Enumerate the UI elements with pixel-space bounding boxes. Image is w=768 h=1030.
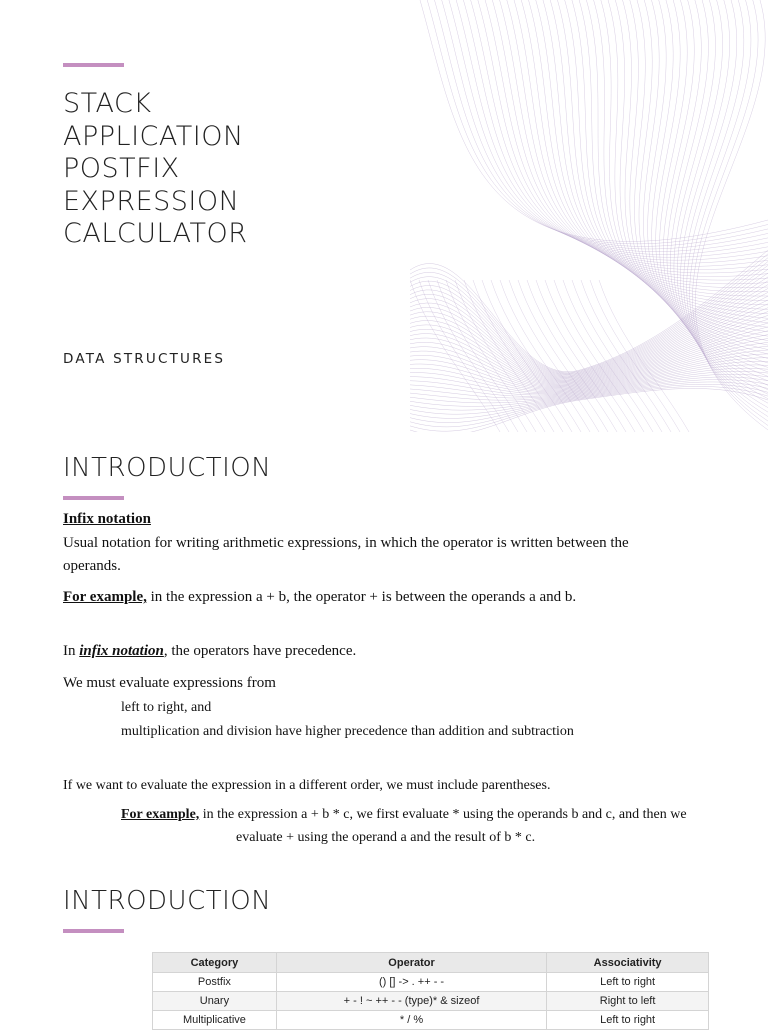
example-text: in the expression a + b, the operator + is between the operands a and b. (146, 589, 577, 605)
precedence-prefix: In (63, 643, 80, 659)
operator-precedence-table (152, 952, 709, 1030)
operator-cell: * / % (276, 1011, 546, 1030)
intro-heading-2: INTRODUCTION (63, 886, 272, 916)
evaluate-from-line: We must evaluate expressions from (63, 675, 276, 691)
header-category: Category (153, 953, 277, 973)
usual-notation-line-1: Usual notation for writing arithmetic expressions, in which the operator is written between the (63, 535, 629, 551)
associativity-cell: Right to left (547, 992, 709, 1011)
title-line: EXPRESSION (63, 185, 240, 217)
intro-accent-bar-2 (63, 929, 124, 933)
rule-precedence: multiplication and division have higher precedence than addition and subtraction (121, 724, 574, 739)
category-cell: Multiplicative (153, 1011, 277, 1030)
example-label: For example, (63, 589, 147, 605)
slide-subtitle: DATA STRUCTURES (63, 351, 226, 367)
example-paragraph (63, 589, 576, 606)
example2-line-1 (121, 807, 687, 823)
usual-notation-line-2: operands. (63, 558, 121, 574)
operator-cell: + - ! ~ ++ - - (type)* & sizeof (276, 992, 546, 1011)
table-row (153, 1011, 709, 1030)
title-accent-bar (63, 63, 124, 67)
precedence-term: infix notation (79, 643, 164, 659)
intro-heading: INTRODUCTION (63, 453, 272, 483)
category-cell: Unary (153, 992, 277, 1011)
wave-lines-decoration (410, 0, 768, 432)
table-row (153, 992, 709, 1011)
header-associativity: Associativity (547, 953, 709, 973)
intro-accent-bar (63, 496, 124, 500)
different-order-line: If we want to evaluate the expression in a different order, we must include parentheses. (63, 778, 551, 793)
title-line: CALCULATOR (63, 218, 248, 249)
table-row (153, 973, 709, 992)
associativity-cell: Left to right (547, 1011, 709, 1030)
operator-cell: () [] -> . ++ - - (276, 973, 546, 992)
infix-heading-text: Infix notation (63, 511, 151, 527)
title-line: STACK (63, 88, 152, 119)
infix-heading (63, 511, 151, 528)
header-operator: Operator (276, 953, 546, 973)
associativity-cell: Left to right (547, 973, 709, 992)
rule-left-to-right: left to right, and (121, 700, 212, 715)
example2-label: For example, (121, 807, 200, 822)
example2-text: in the expression a + b * c, we first evaluate * using the operands b and c, and then we (199, 807, 687, 822)
table-header-row (153, 953, 709, 973)
title-line: POSTFIX (63, 153, 180, 184)
slide-title (63, 88, 248, 251)
example2-line-2: evaluate + using the operand a and the result of b * c. (236, 830, 536, 845)
category-cell: Postfix (153, 973, 277, 992)
title-line: APPLICATION (63, 120, 244, 152)
precedence-paragraph (63, 643, 356, 660)
precedence-suffix: , the operators have precedence. (163, 643, 357, 659)
